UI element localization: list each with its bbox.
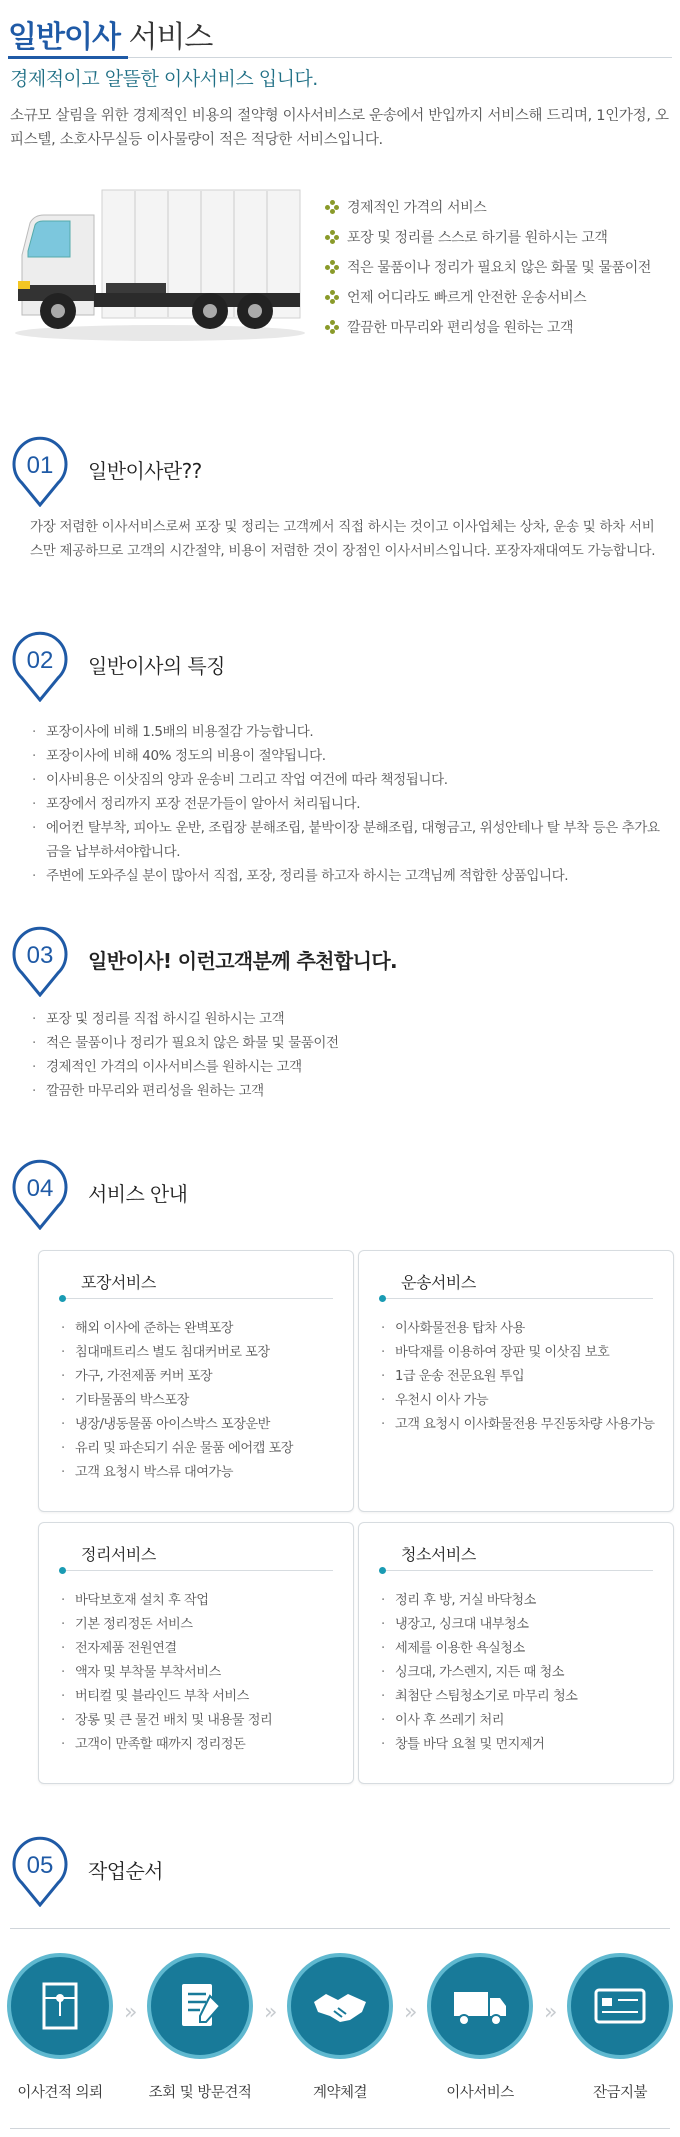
- list-item: · 우천시 이사 가능: [381, 1389, 663, 1413]
- service-list: [381, 1589, 663, 1757]
- list-item: · 고객 요청시 이사화물전용 무진동차량 사용가능: [381, 1413, 663, 1437]
- step-label: 조회 및 방문견적: [148, 2085, 252, 2101]
- list-item: · 정리 후 방, 거실 바닥청소: [381, 1589, 663, 1613]
- process-step: [140, 1953, 260, 2102]
- list-item: · 주변에 도와주실 분이 많아서 직접, 포장, 정리를 하고자 하시는 고객님께 적합한 상품입니다.: [32, 864, 670, 888]
- card-title: 청소서비스: [401, 1545, 476, 1564]
- card-title: 포장서비스: [81, 1273, 156, 1292]
- list-item: · 이사화물전용 탑차 사용: [381, 1317, 663, 1341]
- list-item: · 포장 및 정리를 직접 하시길 원하시는 고객: [32, 1007, 670, 1031]
- list-item: · 고객 요청시 박스류 대여가능: [61, 1461, 343, 1485]
- feature-item: [325, 282, 651, 312]
- card-title: 운송서비스: [401, 1273, 476, 1292]
- section-04: [10, 1158, 670, 1230]
- chevron-right-icon: »: [264, 2000, 268, 2025]
- section-text: 가장 저렴한 이사서비스로써 포장 및 정리는 고객께서 직접 하시는 것이고 이사업체는 상차, 운송 및 하차 서비스만 제공하므로 고객의 시간절약, 비용이 저렴한 것이 장점인 이사서비스입니다. 포장자재대여도 가능합니다.: [30, 519, 656, 559]
- title-dot: [379, 1567, 386, 1574]
- list-item: · 바닥보호재 설치 후 작업: [61, 1589, 343, 1613]
- list-item: · 액자 및 부착물 부착서비스: [61, 1661, 343, 1685]
- list-item: · 장롱 및 큰 물건 배치 및 내용물 정리: [61, 1709, 343, 1733]
- list-item: · 세제를 이용한 욕실청소: [381, 1637, 663, 1661]
- list-item: · 가구, 가전제품 커버 포장: [61, 1365, 343, 1389]
- list-item: · 경제적인 가격의 이사서비스를 원하시는 고객: [32, 1055, 670, 1079]
- list-item: · 기타물품의 박스포장: [61, 1389, 343, 1413]
- step-circle: [427, 1953, 533, 2059]
- page-title-rest: 서비스: [119, 20, 213, 55]
- truck-icon: [450, 1976, 510, 2036]
- section-title: 작업순서: [88, 1859, 163, 1883]
- packing-service-card: [38, 1250, 354, 1512]
- step-label: 이사서비스: [446, 2085, 514, 2101]
- title-dot: [59, 1567, 66, 1574]
- list-item: · 이사 후 쓰레기 처리: [381, 1709, 663, 1733]
- feature-list: [325, 192, 651, 342]
- service-list: [61, 1589, 343, 1757]
- feature-item: [325, 252, 651, 282]
- transport-service-card: [358, 1250, 674, 1512]
- feature-bullets: [10, 720, 670, 888]
- step-circle: [7, 1953, 113, 2059]
- list-item: · 적은 물품이나 정리가 필요치 않은 화물 및 물품이전: [32, 1031, 670, 1055]
- list-item: · 최첨단 스팀청소기로 마무리 청소: [381, 1685, 663, 1709]
- section-title: 서비스 안내: [88, 1182, 188, 1206]
- section-number-pin: [10, 1158, 70, 1230]
- list-item: · 1급 운송 전문요원 투입: [381, 1365, 663, 1389]
- arrange-service-card: [38, 1522, 354, 1784]
- feature-text: 언제 어디라도 빠르게 안전한 운송서비스: [347, 290, 587, 306]
- section-number-pin: [10, 630, 70, 702]
- feature-text: 깔끔한 마무리와 편리성을 원하는 고객: [347, 320, 574, 336]
- feature-text: 포장 및 정리를 스스로 하기를 원하시는 고객: [347, 230, 608, 246]
- divider: [10, 2128, 670, 2129]
- feature-item: [325, 192, 651, 222]
- cleaning-service-card: [358, 1522, 674, 1784]
- list-item: · 고객이 만족할 때까지 정리정돈: [61, 1733, 343, 1757]
- process-step: [280, 1953, 400, 2102]
- section-02: [10, 630, 670, 888]
- list-item: · 포장이사에 비해 40% 정도의 비용이 절약됩니다.: [32, 744, 670, 768]
- service-list: [381, 1317, 663, 1437]
- list-item: · 포장에서 정리까지 포장 전문가들이 알아서 처리됩니다.: [32, 792, 670, 816]
- section-number: 01: [26, 452, 54, 479]
- title-dot: [59, 1295, 66, 1302]
- list-item: · 유리 및 파손되기 쉬운 물품 에어캡 포장: [61, 1437, 343, 1461]
- feature-item: [325, 312, 651, 342]
- chevron-right-icon: »: [404, 2000, 408, 2025]
- feature-text: 적은 물품이나 정리가 필요치 않은 화물 및 물품이전: [347, 260, 651, 276]
- credit-card-icon: [590, 1976, 650, 2036]
- recommend-bullets: [10, 1007, 670, 1103]
- section-title: 일반이사의 특징: [88, 654, 225, 678]
- list-item: · 바닥재를 이용하여 장판 및 이삿짐 보호: [381, 1341, 663, 1365]
- intro-text: 소규모 살림을 위한 경제적인 비용의 절약형 이사서비스로 운송에서 반입까지 서비스해 드리며, 1인가정, 오피스텔, 소호사무실등 이사물량이 적은 적당한 서비스입니다.: [10, 108, 669, 148]
- section-03: [10, 925, 670, 1103]
- list-item: · 해외 이사에 준하는 완벽포장: [61, 1317, 343, 1341]
- section-number-pin: [10, 925, 70, 997]
- process-step: [0, 1953, 120, 2102]
- list-item: · 버티컬 및 블라인드 부착 서비스: [61, 1685, 343, 1709]
- section-number-pin: [10, 435, 70, 507]
- list-item: · 기본 정리정돈 서비스: [61, 1613, 343, 1637]
- card-title: 정리서비스: [81, 1545, 156, 1564]
- step-label: 잔금지불: [592, 2085, 648, 2101]
- page-subtitle: 경제적이고 알뜰한 이사서비스 입니다.: [10, 68, 318, 90]
- list-item: · 에어컨 탈부착, 피아노 운반, 조립장 분해조립, 붙박이장 분해조립, 대형금고, 위성안테나 탈 부착 등은 추가요금을 납부하셔야합니다.: [32, 816, 670, 864]
- clover-icon: [325, 230, 339, 244]
- section-title: 일반이사란??: [88, 459, 202, 483]
- list-item: · 냉장고, 싱크대 내부청소: [381, 1613, 663, 1637]
- clover-icon: [325, 290, 339, 304]
- page-title: [8, 12, 212, 56]
- document-icon: [30, 1976, 90, 2036]
- section-05: [10, 1835, 670, 1907]
- service-list: [61, 1317, 343, 1485]
- clover-icon: [325, 320, 339, 334]
- chevron-right-icon: »: [124, 2000, 128, 2025]
- section-01: [10, 435, 670, 563]
- section-number: 05: [26, 1852, 54, 1879]
- section-number: 03: [26, 942, 54, 969]
- chevron-right-icon: »: [544, 2000, 548, 2025]
- section-title: 일반이사! 이런고객분께 추천합니다.: [88, 949, 398, 973]
- divider: [10, 1928, 670, 1929]
- list-item: · 싱크대, 가스렌지, 지든 때 청소: [381, 1661, 663, 1685]
- list-item: · 냉장/냉동물품 아이스박스 포장운반: [61, 1413, 343, 1437]
- checklist-icon: [170, 1976, 230, 2036]
- clover-icon: [325, 260, 339, 274]
- section-number-pin: [10, 1835, 70, 1907]
- process-step: [420, 1953, 540, 2102]
- list-item: · 전자제품 전원연결: [61, 1637, 343, 1661]
- step-label: 이사견적 의뢰: [17, 2085, 103, 2101]
- list-item: · 깔끔한 마무리와 편리성을 원하는 고객: [32, 1079, 670, 1103]
- clover-icon: [325, 200, 339, 214]
- step-circle: [147, 1953, 253, 2059]
- list-item: · 침대매트리스 별도 침대커버로 포장: [61, 1341, 343, 1365]
- feature-text: 경제적인 가격의 서비스: [347, 200, 487, 216]
- handshake-icon: [310, 1976, 370, 2036]
- list-item: · 창틀 바닥 요철 및 먼지제거: [381, 1733, 663, 1757]
- truck-illustration: [10, 185, 310, 345]
- list-item: · 이사비용은 이삿짐의 양과 운송비 그리고 작업 여건에 따라 책정됩니다.: [32, 768, 670, 792]
- page-title-bar: [8, 6, 672, 58]
- section-number: 04: [26, 1175, 54, 1202]
- section-number: 02: [26, 647, 54, 674]
- step-circle: [567, 1953, 673, 2059]
- list-item: · 포장이사에 비해 1.5배의 비용절감 가능합니다.: [32, 720, 670, 744]
- page-title-main: 일반이사: [8, 20, 120, 55]
- feature-item: [325, 222, 651, 252]
- title-dot: [379, 1295, 386, 1302]
- step-label: 계약체결: [312, 2085, 368, 2101]
- process-step: [560, 1953, 680, 2102]
- title-underline: [8, 56, 128, 59]
- step-circle: [287, 1953, 393, 2059]
